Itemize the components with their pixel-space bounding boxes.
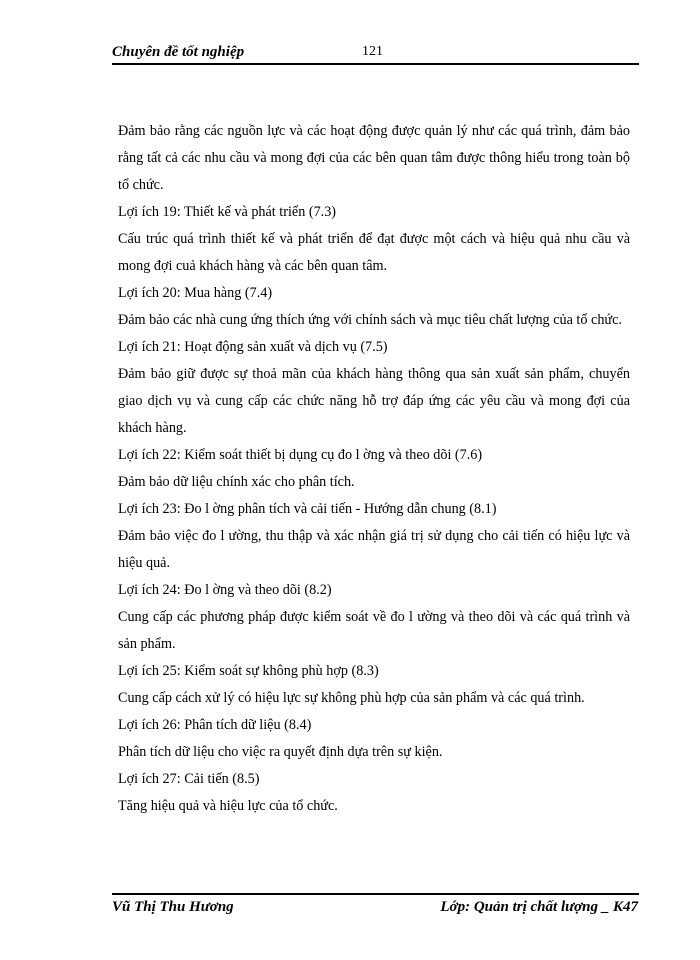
- header-title: Chuyên đề tốt nghiệp: [112, 44, 245, 60]
- heading-benefit-27: Lợi ích 27: Cải tiến (8.5): [118, 771, 260, 787]
- paragraph-benefit-23: Đảm bảo việc đo l ường, thu thập và xác nhận giá trị sử dụng cho cải tiến có hiệu lực và hiệu quả.: [118, 528, 630, 571]
- paragraph-benefit-27: Tăng hiệu quả và hiệu lực của tổ chức.: [118, 798, 338, 814]
- paragraph-benefit-19: Cấu trúc quá trình thiết kế và phát triển để đạt được một cách và hiệu quả nhu cầu và mong đợi cuả khách hàng và các bên quan tâm.: [118, 231, 630, 274]
- header-divider: [112, 63, 639, 65]
- body-text: [118, 118, 630, 820]
- paragraph-benefit-25: Cung cấp cách xử lý có hiệu lực sự không phù hợp của sản phẩm và các quá trình.: [118, 690, 585, 706]
- paragraph-benefit-21: Đảm bảo giữ được sự thoả mãn của khách hàng thông qua sản xuất sản phẩm, chuyển giao dịch vụ và cung cấp các chức năng hỗ trợ đáp ứng các yêu cầu và mong đợi của khách hàng.: [118, 366, 630, 436]
- heading-benefit-25: Lợi ích 25: Kiểm soát sự không phù hợp (8.3): [118, 663, 379, 679]
- paragraph-benefit-26: Phân tích dữ liệu cho việc ra quyết định dựa trên sự kiện.: [118, 744, 443, 760]
- heading-benefit-21: Lợi ích 21: Hoạt động sản xuất và dịch vụ (7.5): [118, 339, 388, 355]
- page-number: 121: [362, 44, 383, 59]
- heading-benefit-23: Lợi ích 23: Đo l ờng phân tích và cải tiến - Hướng dẫn chung (8.1): [118, 501, 497, 517]
- footer-class: Lớp: Quản trị chất lượng _ K47: [440, 899, 638, 915]
- paragraph-intro: Đảm bảo rằng các nguồn lực và các hoạt động được quản lý như các quá trình, đảm bảo rằng tất cả các nhu cầu và mong đợi của các bên quan tâm được thông hiểu trong toàn bộ tổ chức.: [118, 123, 630, 193]
- footer-author: Vũ Thị Thu Hương: [112, 899, 234, 915]
- heading-benefit-19: Lợi ích 19: Thiết kế và phát triển (7.3): [118, 204, 337, 220]
- footer-divider: [112, 893, 639, 895]
- paragraph-benefit-20: Đảm bảo các nhà cung ứng thích ứng với chính sách và mục tiêu chất lượng của tổ chức.: [118, 312, 622, 328]
- paragraph-benefit-22: Đảm bảo dữ liệu chính xác cho phân tích.: [118, 474, 355, 490]
- heading-benefit-20: Lợi ích 20: Mua hàng (7.4): [118, 285, 273, 301]
- heading-benefit-26: Lợi ích 26: Phân tích dữ liệu (8.4): [118, 717, 312, 733]
- paragraph-benefit-24: Cung cấp các phương pháp được kiểm soát về đo l ường và theo dõi và các quá trình và sản phẩm.: [118, 609, 630, 652]
- heading-benefit-22: Lợi ích 22: Kiểm soát thiết bị dụng cụ đo l ờng và theo dõi (7.6): [118, 447, 483, 463]
- heading-benefit-24: Lợi ích 24: Đo l ờng và theo dõi (8.2): [118, 582, 332, 598]
